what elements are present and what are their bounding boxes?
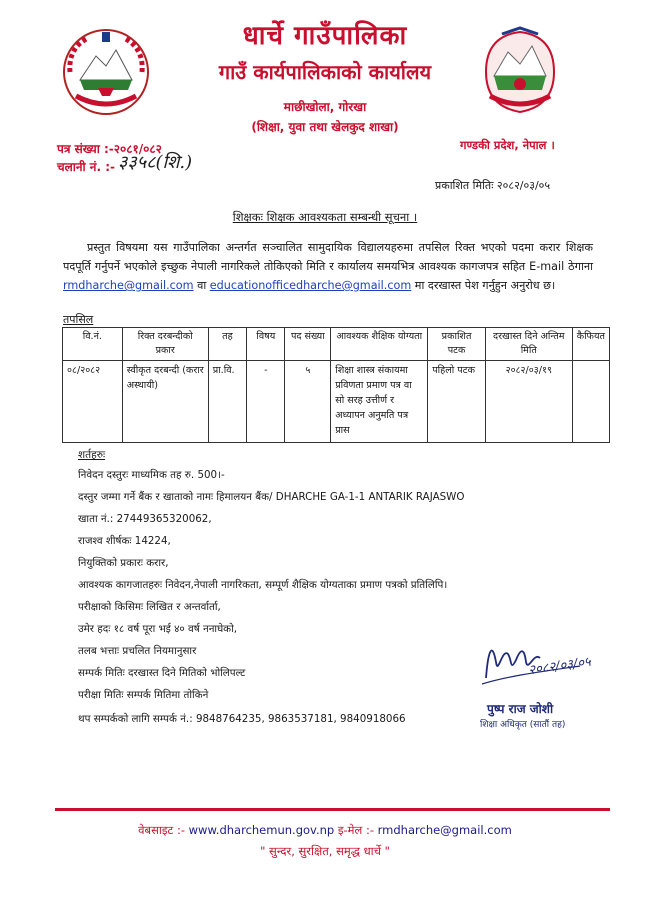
term-item: निवेदन दस्तुरः माध्यमिक तह रु. 500।- xyxy=(78,469,225,481)
footer-contact xyxy=(0,823,650,838)
table-header-cell: रिक्त दरबन्दीको प्रकार xyxy=(122,328,208,361)
municipality-title: धार्चे गाउँपालिका xyxy=(242,21,408,51)
footer-divider xyxy=(55,808,610,811)
signatory-name: पुष्प राज जोशी xyxy=(487,702,554,716)
footer-email-link[interactable]: rmdharche@gmail.com xyxy=(377,823,512,837)
table-header-cell: पद संख्या xyxy=(285,328,331,361)
schedule-label: तपसिल xyxy=(63,313,94,326)
signatory-designation: शिक्षा अधिकृत (सातौं तह) xyxy=(480,720,566,730)
table-cell: पहिलो पटक xyxy=(428,361,486,443)
signature-date: २०८२/०३/०५ xyxy=(527,654,592,679)
vacancy-table xyxy=(62,327,610,443)
table-header-cell: वि.नं. xyxy=(63,328,123,361)
term-item: तलब भत्ताः प्रचलित नियमानुसार xyxy=(78,645,197,657)
website-link[interactable]: www.dharchemun.gov.np xyxy=(188,823,335,837)
term-item: परीक्षाको किसिमः लिखित र अन्तर्वार्ता, xyxy=(78,601,221,613)
table-header-cell: तह xyxy=(208,328,246,361)
table-header-cell: प्रकाशित पटक xyxy=(428,328,486,361)
term-item: थप सम्पर्कको लागि सम्पर्क नं.: 9848764235, 9863537181, 9840918066 xyxy=(78,713,406,725)
table-cell: २०८२/०३/१९ xyxy=(485,361,572,443)
body-text-2: वा xyxy=(193,279,210,292)
footer-email-label: इ-मेल :- xyxy=(334,823,378,837)
branch-name: (शिक्षा, युवा तथा खेलकुद शाखा) xyxy=(251,120,399,134)
notice-body xyxy=(63,238,593,295)
table-cell: शिक्षा शास्त्र संकायमा प्रविणता प्रमाण पत्र वा सो सरह उत्तीर्ण र अध्यापन अनुमति पत्र प्रास xyxy=(331,361,428,443)
email-link-2[interactable]: educationofficedharche@gmail.com xyxy=(209,279,412,292)
table-cell: ०८/२०८२ xyxy=(63,361,123,443)
footer-slogan: " सुन्दर, सुरक्षित, समृद्ध धार्चे " xyxy=(260,844,390,858)
letter-number: पत्र संख्या :-२०८१/०८२ xyxy=(57,142,162,156)
table-cell: ५ xyxy=(285,361,331,443)
office-address: माछीखोला, गोरखा xyxy=(283,100,367,114)
term-item: उमेर हदः १८ वर्ष पूरा भई ४० वर्ष ननाघेको, xyxy=(78,623,238,635)
table-row xyxy=(63,361,610,443)
province-label: गण्डकी प्रदेश, नेपाल । xyxy=(460,138,555,152)
notice-subject-text: शिक्षकः शिक्षक आवश्यकता सम्बन्धी सूचना । xyxy=(232,210,418,224)
email-link-1[interactable]: rmdharche@gmail.com xyxy=(63,279,194,292)
table-header-cell: दरखास्त दिने अन्तिम मिति xyxy=(485,328,572,361)
term-item: सम्पर्क मितिः दरखास्त दिने मितिको भोलिपल्ट xyxy=(78,667,246,679)
term-item: राजश्व शीर्षकः 14224, xyxy=(78,535,171,547)
term-item: आवश्यक कागजातहरुः निवेदन,नेपाली नागरिकता, सम्पूर्ण शैक्षिक योग्यताका प्रमाण पत्रको प्रतिलिपि। xyxy=(78,579,448,591)
term-item: दस्तुर जम्मा गर्ने बैंक र खाताको नामः हिमालयन बैंक/ DHARCHE GA-1-1 ANTARIK RAJASWO xyxy=(78,491,465,503)
terms-heading: शर्तहरुः xyxy=(78,449,106,461)
table-header-cell: आवश्यक शैक्षिक योग्यता xyxy=(331,328,428,361)
table-cell xyxy=(572,361,609,443)
office-title: गाउँ कार्यपालिकाको कार्यालय xyxy=(218,60,432,84)
published-date: प्रकाशित मितिः २०८२/०३/०५ xyxy=(435,179,551,192)
dispatch-number-label: चलानी नं. :- xyxy=(57,160,115,174)
notice-subject xyxy=(0,210,650,225)
table-cell: स्वीकृत दरबन्दी (करार अस्थायी) xyxy=(122,361,208,443)
table-header-cell: कैफियत xyxy=(572,328,609,361)
body-text-3: मा दरखास्त पेश गर्नुहुन अनुरोध छ। xyxy=(411,279,556,292)
website-label: वेबसाइट :- xyxy=(138,823,189,837)
table-header-cell: विषय xyxy=(247,328,285,361)
term-item: नियुक्तिको प्रकारः करार, xyxy=(78,557,169,569)
term-item: परीक्षा मितिः सम्पर्क मितिमा तोकिने xyxy=(78,689,209,701)
body-text-1: प्रस्तुत विषयमा यस गाउँपालिका अन्तर्गत सञ्चालित सामुदायिक विद्यालयहरुमा तपसिल रिक्त भएको पदमा करार शिक्षक पदपूर्ति गर्नुपर्ने भएकोले इच्छुक नेपाली नागरिकले तोकिएको मिति र कार्यालय समयभित्र आवश्यक कागजपत्र सहित E-mail ठेगाना xyxy=(63,241,593,273)
term-item: खाता नं.: 27449365320062, xyxy=(78,513,212,525)
table-header-row xyxy=(63,328,610,361)
dispatch-number-handwritten: ३३५८(शि.) xyxy=(118,152,193,173)
table-cell: प्रा.वि. xyxy=(208,361,246,443)
table-cell: - xyxy=(247,361,285,443)
